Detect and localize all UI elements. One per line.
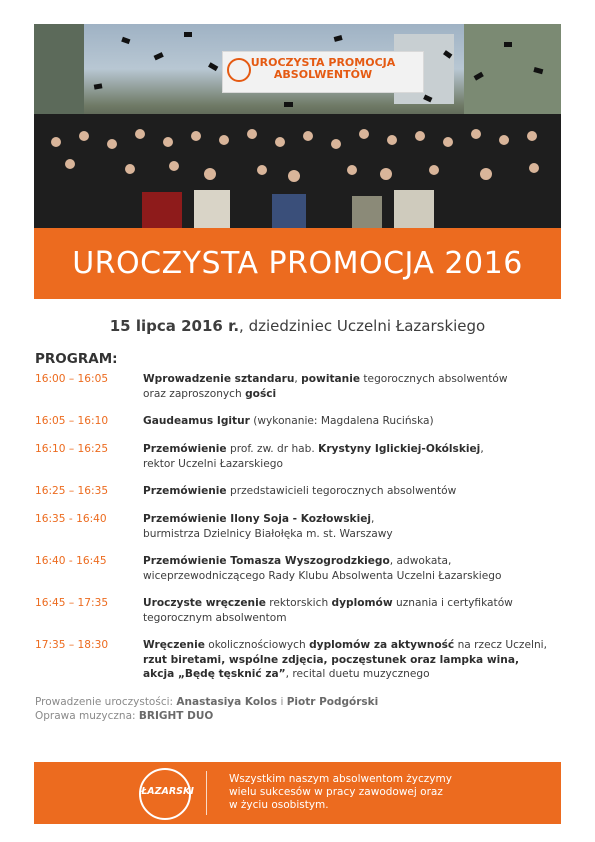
bold-text: powitanie — [301, 373, 361, 385]
schedule-description — [143, 372, 571, 401]
text: , — [294, 373, 302, 385]
host-label: Prowadzenie uroczystości: — [35, 696, 177, 708]
schedule-description — [143, 414, 571, 429]
university-logo-icon — [139, 768, 194, 820]
footer-divider — [206, 771, 207, 815]
bold-text: gości — [245, 387, 277, 400]
bold-text: rzut biretami, wspólne zdjęcia, poczęstunek oraz lampka wina, — [143, 653, 520, 666]
bold-text: Gaudeamus Igitur — [143, 415, 250, 427]
schedule-time: 17:35 – 18:30 — [35, 639, 109, 651]
text: tegorocznym absolwentom — [143, 611, 287, 624]
photo-banner — [222, 51, 424, 93]
schedule-line — [143, 387, 571, 402]
schedule-line — [143, 569, 571, 584]
text: prof. zw. dr hab. — [226, 443, 319, 455]
schedule-time: 16:35 - 16:40 — [35, 513, 107, 525]
bold-text: Przemówienie Tomasza Wyszogrodzkiego — [143, 555, 390, 567]
host-credit — [35, 695, 378, 709]
bold-text: dyplomów za aktywność — [309, 639, 455, 651]
text: oraz zaproszonych — [143, 387, 246, 400]
schedule-line — [143, 554, 571, 569]
bold-text: Krystyny Iglickiej-Okólskiej — [318, 443, 481, 455]
text: burmistrza Dzielnicy Białołęka m. st. Warszawy — [143, 527, 393, 540]
text: , recital duetu muzycznego — [285, 668, 430, 680]
text: , — [371, 513, 375, 525]
bold-text: Przemówienie Ilony Soja - Kozłowskiej — [143, 513, 372, 525]
text: uznania i certyfikatów — [392, 597, 513, 609]
text: tegorocznych absolwentów — [360, 373, 508, 385]
event-location: , dziedziniec Uczelni Łazarskiego — [239, 317, 486, 335]
banner-logo-icon — [227, 58, 251, 82]
schedule-line — [143, 512, 571, 527]
host-name-1: Anastasiya Kolos — [176, 696, 278, 708]
schedule-description — [143, 484, 571, 499]
schedule-time: 16:05 – 16:10 — [35, 415, 109, 427]
host-and: i — [277, 696, 287, 708]
robe-ermine-2 — [394, 190, 434, 228]
text: rektor Uczelni Łazarskiego — [143, 457, 283, 470]
text: na rzecz Uczelni, — [454, 639, 547, 651]
dress-blue — [272, 194, 306, 228]
text: wiceprzewodniczącego Rady Klubu Absolwenta Uczelni Łazarskiego — [143, 569, 502, 582]
title-bar — [34, 228, 561, 299]
schedule-time: 16:00 – 16:05 — [35, 373, 109, 385]
schedule-line — [143, 484, 571, 499]
schedule-line — [143, 638, 571, 653]
schedule-line — [143, 457, 571, 472]
text: , adwokata, — [389, 555, 452, 567]
bold-text: Przemówienie — [143, 485, 227, 497]
date-location — [0, 317, 595, 335]
event-date: 15 lipca 2016 r. — [109, 317, 240, 335]
music-credit — [35, 709, 378, 723]
bold-text: Wprowadzenie sztandaru — [143, 373, 295, 385]
footer-message-line-2: wielu sukcesów w pracy zawodowej oraz — [229, 786, 443, 798]
text: rektorskich — [265, 597, 332, 609]
schedule-description — [143, 554, 571, 583]
suit-gray — [352, 196, 382, 228]
bold-text: Uroczyste wręczenie — [143, 597, 266, 609]
banner-line-1: UROCZYSTA PROMOCJA — [250, 56, 396, 69]
schedule-line — [143, 667, 571, 682]
schedule-line — [143, 653, 571, 668]
bold-text: dyplomów — [331, 597, 393, 609]
bold-text: Przemówienie — [143, 443, 227, 455]
text: , — [480, 443, 484, 455]
schedule-time: 16:25 – 16:35 — [35, 485, 109, 497]
graduation-photo — [34, 24, 561, 228]
host-name-2: Piotr Podgórski — [286, 696, 379, 708]
footer-message-line-3: w życiu osobistym. — [229, 799, 329, 811]
schedule-line — [143, 414, 571, 429]
bold-text: akcja „Będę tęsknić za” — [143, 668, 286, 680]
schedule-time: 16:40 - 16:45 — [35, 555, 107, 567]
text: (wykonanie: Magdalena Rucińska) — [249, 415, 434, 427]
schedule-line — [143, 372, 571, 387]
footer-message — [229, 773, 489, 812]
text: przedstawicieli tegorocznych absolwentów — [226, 485, 457, 497]
schedule-description — [143, 596, 571, 625]
schedule-line — [143, 527, 571, 542]
schedule-description — [143, 638, 571, 682]
music-name: BRIGHT DUO — [138, 710, 214, 722]
footer-logo-text: ŁAZARSKI — [141, 786, 194, 797]
robe-red — [142, 192, 182, 228]
credits — [35, 695, 378, 723]
text: okolicznościowych — [204, 639, 310, 651]
schedule-line — [143, 596, 571, 611]
schedule-time: 16:45 – 17:35 — [35, 597, 109, 609]
footer-bar — [34, 762, 561, 824]
schedule-time: 16:10 – 16:25 — [35, 443, 109, 455]
program-heading: PROGRAM: — [35, 351, 118, 367]
page-title: UROCZYSTA PROMOCJA 2016 — [72, 246, 523, 281]
schedule-line — [143, 611, 571, 626]
banner-line-2: ABSOLWENTÓW — [273, 68, 373, 81]
schedule-description — [143, 512, 571, 541]
music-label: Oprawa muzyczna: — [35, 710, 139, 722]
bold-text: Wręczenie — [143, 639, 205, 651]
footer-message-line-1: Wszystkim naszym absolwentom życzymy — [229, 773, 452, 785]
robe-ermine — [194, 190, 230, 228]
schedule-line — [143, 442, 571, 457]
schedule-description — [143, 442, 571, 471]
